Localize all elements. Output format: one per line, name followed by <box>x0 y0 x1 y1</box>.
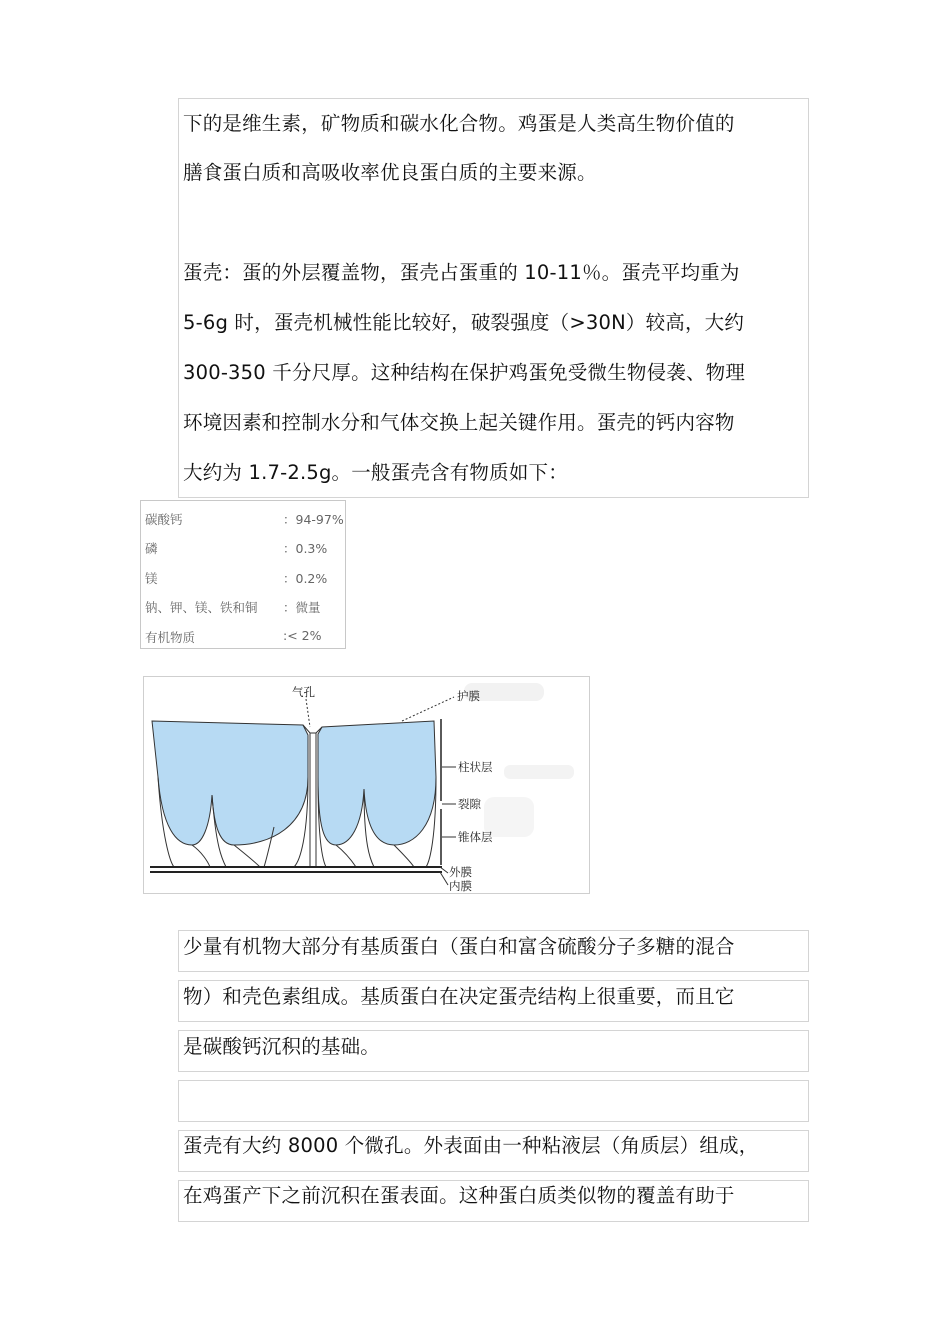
paragraph-line: 300-350 千分尺厚。这种结构在保护鸡蛋免受微生物侵袭、物理 <box>183 361 746 384</box>
component-name: 钠、钾、镁、铁和铜 <box>145 600 258 615</box>
text-strip <box>178 1080 809 1122</box>
paragraph-line: 物）和壳色素组成。基质蛋白在决定蛋壳结构上很重要，而且它 <box>183 985 735 1008</box>
paragraph-line: 蛋壳：蛋的外层覆盖物，蛋壳占蛋重的 10-11％。蛋壳平均重为 <box>183 261 740 284</box>
table-row <box>145 628 322 646</box>
paragraph-line: 蛋壳有大约 8000 个微孔。外表面由一种粘液层（角质层）组成， <box>183 1134 759 1157</box>
paragraph-line: 下的是维生素，矿物质和碳水化合物。鸡蛋是人类高生物价值的 <box>183 112 735 135</box>
component-name: 镁 <box>145 571 158 586</box>
component-value: ：94-97% <box>283 512 344 527</box>
eggshell-structure-diagram <box>143 676 590 894</box>
background-blob <box>504 765 574 779</box>
palisade-label: 柱状层 <box>458 760 493 774</box>
table-row <box>145 539 328 557</box>
pore-leader <box>306 699 310 727</box>
composition-table <box>140 500 346 649</box>
component-name: 磷 <box>145 541 158 556</box>
outer-membrane-label: 外膜 <box>449 865 472 879</box>
mammillary-label: 锥体层 <box>458 830 493 844</box>
table-row <box>145 510 344 528</box>
component-name: 碳酸钙 <box>145 512 183 527</box>
paragraph-line: 环境因素和控制水分和气体交换上起关键作用。蛋壳的钙内容物 <box>183 411 735 434</box>
cuticle-label: 护膜 <box>457 689 480 703</box>
component-value: ：0.3% <box>283 541 328 556</box>
paragraph-line: 大约为 1.7-2.5g。一般蛋壳含有物质如下： <box>183 461 568 484</box>
inner-membrane-label: 内膜 <box>449 879 472 893</box>
fissure-label: 裂隙 <box>458 797 481 811</box>
table-row <box>145 569 328 587</box>
palisade-layer-shape <box>152 721 308 845</box>
component-value: :< 2% <box>283 628 322 643</box>
paragraph-line: 膳食蛋白质和高吸收率优良蛋白质的主要来源。 <box>183 161 597 184</box>
paragraph-line: 是碳酸钙沉积的基础。 <box>183 1035 381 1058</box>
component-value: ：微量 <box>283 600 321 615</box>
paragraph-line: 在鸡蛋产下之前沉积在蛋表面。这种蛋白质类似物的覆盖有助于 <box>183 1184 735 1207</box>
pore-label: 气孔 <box>292 685 315 699</box>
component-value: ：0.2% <box>283 571 328 586</box>
table-row <box>145 598 321 616</box>
cuticle-leader <box>402 697 454 721</box>
paragraph-line: 5-6g 时，蛋壳机械性能比较好，破裂强度（>30N）较高，大约 <box>183 311 745 334</box>
paragraph-line: 少量有机物大部分有基质蛋白（蛋白和富含硫酸分子多糖的混合 <box>183 935 735 958</box>
palisade-layer-shape <box>318 721 436 845</box>
component-name: 有机物质 <box>145 630 196 645</box>
inner-membrane-leader <box>440 872 448 885</box>
eggshell-diagram-svg <box>144 677 591 895</box>
